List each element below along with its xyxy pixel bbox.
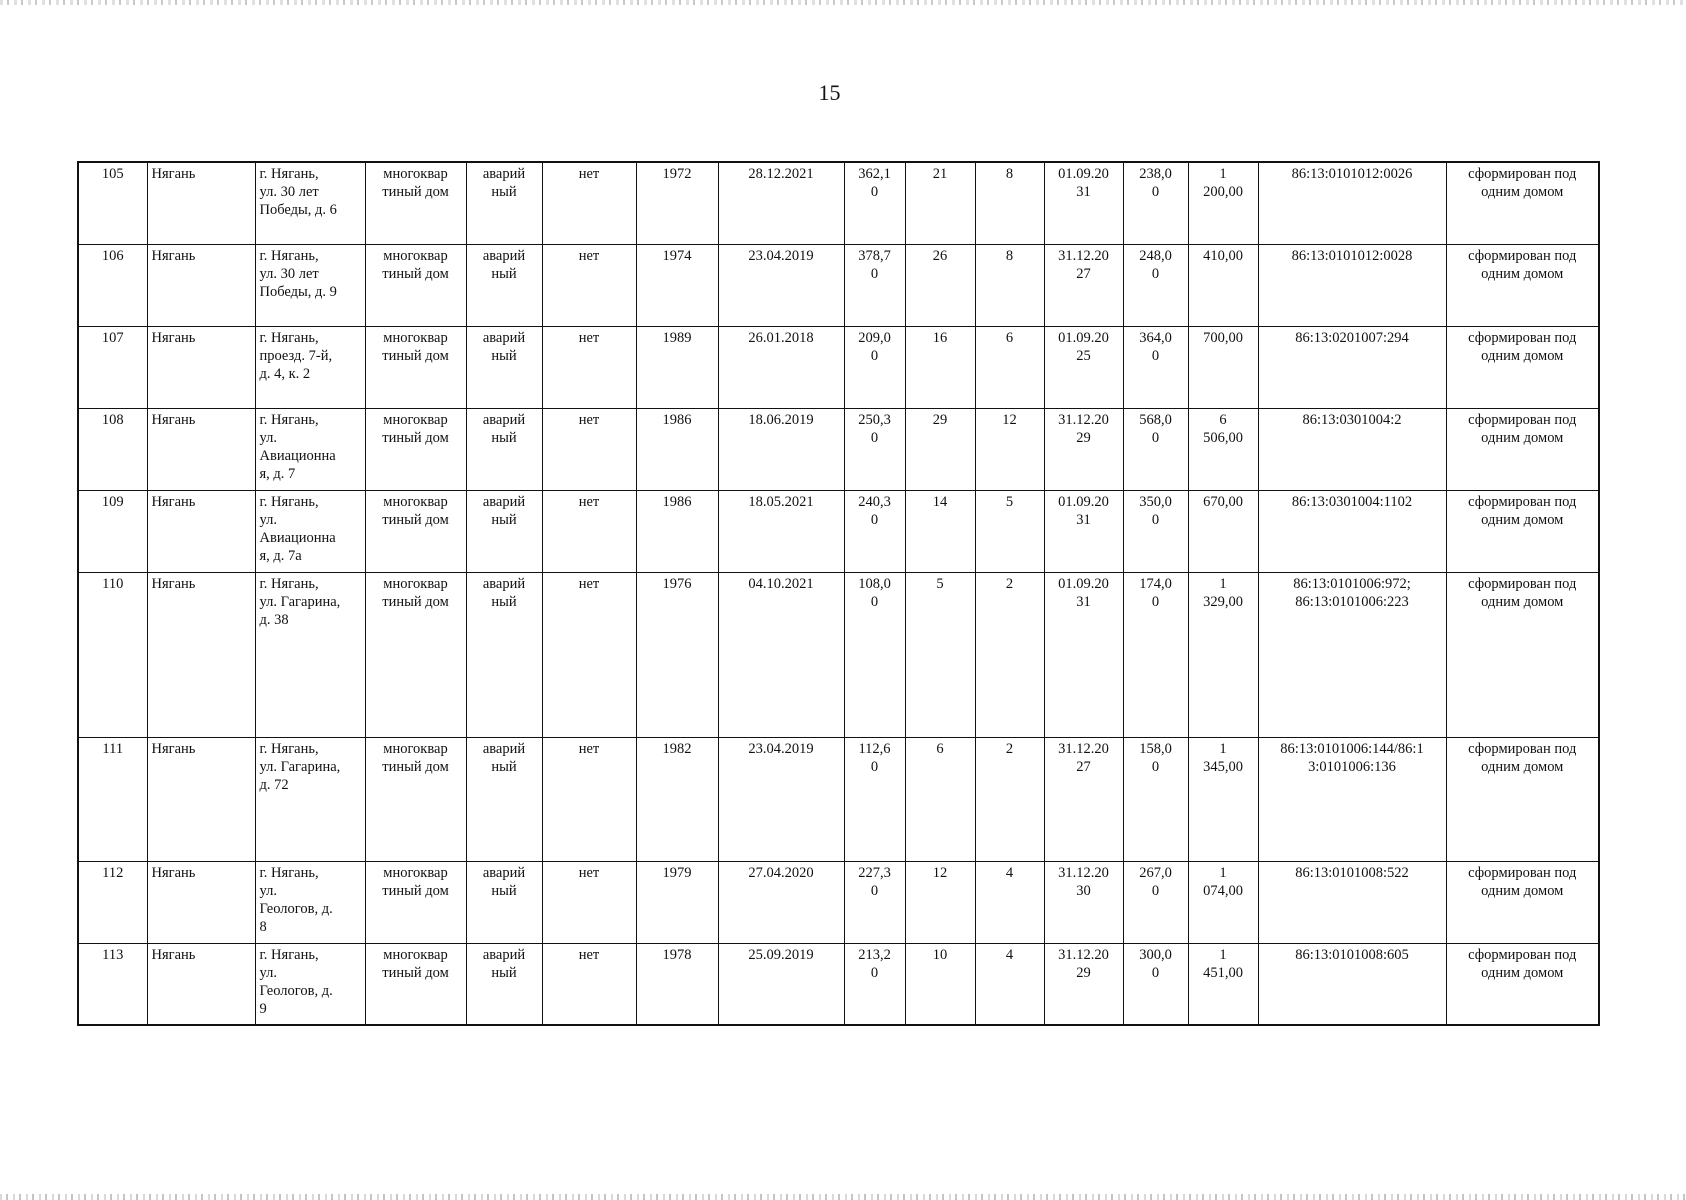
area2-cell: 248,0 0 (1123, 244, 1188, 326)
land-area-cell: 1 200,00 (1188, 162, 1258, 244)
residents-cell: 10 (905, 943, 975, 1025)
year-cell: 1972 (636, 162, 718, 244)
year-cell: 1978 (636, 943, 718, 1025)
city-cell: Нягань (147, 244, 255, 326)
area-cell: 213,2 0 (844, 943, 905, 1025)
table-row (78, 162, 1599, 244)
area2-cell: 238,0 0 (1123, 162, 1188, 244)
area-cell: 240,3 0 (844, 490, 905, 572)
year-cell: 1986 (636, 490, 718, 572)
building-type-cell: многоквар тиный дом (365, 861, 466, 943)
residents-cell: 21 (905, 162, 975, 244)
table-row (78, 244, 1599, 326)
city-cell: Нягань (147, 408, 255, 490)
apartments-cell: 4 (975, 943, 1044, 1025)
flag-cell: нет (542, 861, 636, 943)
city-cell: Нягань (147, 943, 255, 1025)
year-cell: 1976 (636, 572, 718, 737)
deadline-cell: 01.09.20 25 (1044, 326, 1123, 408)
land-area-cell: 670,00 (1188, 490, 1258, 572)
decision-date-cell: 23.04.2019 (718, 244, 844, 326)
city-cell: Нягань (147, 490, 255, 572)
decision-date-cell: 04.10.2021 (718, 572, 844, 737)
table-row (78, 943, 1599, 1025)
address-cell: г. Нягань, ул. Геологов, д. 9 (255, 943, 365, 1025)
note-cell: сформирован под одним домом (1446, 943, 1599, 1025)
table-row (78, 572, 1599, 737)
year-cell: 1982 (636, 737, 718, 861)
apartments-cell: 2 (975, 737, 1044, 861)
residents-cell: 12 (905, 861, 975, 943)
deadline-cell: 01.09.20 31 (1044, 162, 1123, 244)
apartments-cell: 2 (975, 572, 1044, 737)
apartments-cell: 6 (975, 326, 1044, 408)
area2-cell: 158,0 0 (1123, 737, 1188, 861)
page-number: 15 (818, 80, 841, 105)
flag-cell: нет (542, 572, 636, 737)
land-area-cell: 1 074,00 (1188, 861, 1258, 943)
table-row (78, 861, 1599, 943)
cadastral-number-cell: 86:13:0101006:144/86:1 3:0101006:136 (1258, 737, 1446, 861)
year-cell: 1989 (636, 326, 718, 408)
city-cell: Нягань (147, 861, 255, 943)
land-area-cell: 1 329,00 (1188, 572, 1258, 737)
city-cell: Нягань (147, 572, 255, 737)
residents-cell: 29 (905, 408, 975, 490)
year-cell: 1974 (636, 244, 718, 326)
decision-date-cell: 23.04.2019 (718, 737, 844, 861)
residents-cell: 16 (905, 326, 975, 408)
decision-date-cell: 27.04.2020 (718, 861, 844, 943)
apartments-cell: 8 (975, 162, 1044, 244)
condition-cell: аварий ный (466, 326, 542, 408)
area2-cell: 568,0 0 (1123, 408, 1188, 490)
condition-cell: аварий ный (466, 572, 542, 737)
note-cell: сформирован под одним домом (1446, 162, 1599, 244)
row-number: 113 (78, 943, 147, 1025)
note-cell: сформирован под одним домом (1446, 490, 1599, 572)
area2-cell: 267,0 0 (1123, 861, 1188, 943)
note-cell: сформирован под одним домом (1446, 861, 1599, 943)
scan-edge-top (0, 0, 1686, 5)
table-row (78, 737, 1599, 861)
building-type-cell: многоквар тиный дом (365, 326, 466, 408)
cadastral-number-cell: 86:13:0201007:294 (1258, 326, 1446, 408)
land-area-cell: 6 506,00 (1188, 408, 1258, 490)
flag-cell: нет (542, 737, 636, 861)
year-cell: 1986 (636, 408, 718, 490)
row-number: 106 (78, 244, 147, 326)
cadastral-number-cell: 86:13:0301004:2 (1258, 408, 1446, 490)
condition-cell: аварий ный (466, 244, 542, 326)
note-cell: сформирован под одним домом (1446, 737, 1599, 861)
note-cell: сформирован под одним домом (1446, 244, 1599, 326)
deadline-cell: 01.09.20 31 (1044, 490, 1123, 572)
table-row (78, 408, 1599, 490)
building-type-cell: многоквар тиный дом (365, 943, 466, 1025)
area-cell: 112,6 0 (844, 737, 905, 861)
condition-cell: аварий ный (466, 737, 542, 861)
decision-date-cell: 18.06.2019 (718, 408, 844, 490)
area2-cell: 350,0 0 (1123, 490, 1188, 572)
area-cell: 362,1 0 (844, 162, 905, 244)
address-cell: г. Нягань, ул. Авиационна я, д. 7а (255, 490, 365, 572)
row-number: 111 (78, 737, 147, 861)
row-number: 112 (78, 861, 147, 943)
apartments-cell: 8 (975, 244, 1044, 326)
decision-date-cell: 18.05.2021 (718, 490, 844, 572)
row-number: 110 (78, 572, 147, 737)
row-number: 107 (78, 326, 147, 408)
city-cell: Нягань (147, 162, 255, 244)
building-type-cell: многоквар тиный дом (365, 572, 466, 737)
table-row (78, 490, 1599, 572)
area-cell: 209,0 0 (844, 326, 905, 408)
decision-date-cell: 26.01.2018 (718, 326, 844, 408)
address-cell: г. Нягань, ул. Гагарина, д. 38 (255, 572, 365, 737)
building-type-cell: многоквар тиный дом (365, 408, 466, 490)
note-cell: сформирован под одним домом (1446, 572, 1599, 737)
condition-cell: аварий ный (466, 162, 542, 244)
decision-date-cell: 25.09.2019 (718, 943, 844, 1025)
table-body (78, 162, 1599, 1025)
address-cell: г. Нягань, ул. 30 лет Победы, д. 6 (255, 162, 365, 244)
condition-cell: аварий ный (466, 861, 542, 943)
row-number: 105 (78, 162, 147, 244)
area-cell: 108,0 0 (844, 572, 905, 737)
housing-registry-table (77, 161, 1600, 1026)
land-area-cell: 1 345,00 (1188, 737, 1258, 861)
area-cell: 378,7 0 (844, 244, 905, 326)
cadastral-number-cell: 86:13:0101006:972; 86:13:0101006:223 (1258, 572, 1446, 737)
deadline-cell: 31.12.20 29 (1044, 943, 1123, 1025)
table-row (78, 326, 1599, 408)
row-number: 109 (78, 490, 147, 572)
condition-cell: аварий ный (466, 943, 542, 1025)
land-area-cell: 700,00 (1188, 326, 1258, 408)
flag-cell: нет (542, 490, 636, 572)
city-cell: Нягань (147, 737, 255, 861)
area2-cell: 174,0 0 (1123, 572, 1188, 737)
cadastral-number-cell: 86:13:0301004:1102 (1258, 490, 1446, 572)
building-type-cell: многоквар тиный дом (365, 490, 466, 572)
deadline-cell: 31.12.20 27 (1044, 737, 1123, 861)
scan-edge-bottom (0, 1194, 1686, 1200)
cadastral-number-cell: 86:13:0101012:0026 (1258, 162, 1446, 244)
city-cell: Нягань (147, 326, 255, 408)
decision-date-cell: 28.12.2021 (718, 162, 844, 244)
flag-cell: нет (542, 408, 636, 490)
area2-cell: 300,0 0 (1123, 943, 1188, 1025)
flag-cell: нет (542, 162, 636, 244)
cadastral-number-cell: 86:13:0101012:0028 (1258, 244, 1446, 326)
note-cell: сформирован под одним домом (1446, 408, 1599, 490)
apartments-cell: 5 (975, 490, 1044, 572)
address-cell: г. Нягань, ул. Геологов, д. 8 (255, 861, 365, 943)
row-number: 108 (78, 408, 147, 490)
deadline-cell: 01.09.20 31 (1044, 572, 1123, 737)
area-cell: 227,3 0 (844, 861, 905, 943)
address-cell: г. Нягань, ул. 30 лет Победы, д. 9 (255, 244, 365, 326)
condition-cell: аварий ный (466, 408, 542, 490)
flag-cell: нет (542, 244, 636, 326)
address-cell: г. Нягань, ул. Гагарина, д. 72 (255, 737, 365, 861)
residents-cell: 6 (905, 737, 975, 861)
building-type-cell: многоквар тиный дом (365, 737, 466, 861)
area-cell: 250,3 0 (844, 408, 905, 490)
condition-cell: аварий ный (466, 490, 542, 572)
land-area-cell: 1 451,00 (1188, 943, 1258, 1025)
note-cell: сформирован под одним домом (1446, 326, 1599, 408)
deadline-cell: 31.12.20 29 (1044, 408, 1123, 490)
deadline-cell: 31.12.20 30 (1044, 861, 1123, 943)
deadline-cell: 31.12.20 27 (1044, 244, 1123, 326)
cadastral-number-cell: 86:13:0101008:605 (1258, 943, 1446, 1025)
apartments-cell: 12 (975, 408, 1044, 490)
flag-cell: нет (542, 943, 636, 1025)
land-area-cell: 410,00 (1188, 244, 1258, 326)
address-cell: г. Нягань, проезд. 7-й, д. 4, к. 2 (255, 326, 365, 408)
address-cell: г. Нягань, ул. Авиационна я, д. 7 (255, 408, 365, 490)
building-type-cell: многоквар тиный дом (365, 162, 466, 244)
residents-cell: 5 (905, 572, 975, 737)
residents-cell: 14 (905, 490, 975, 572)
flag-cell: нет (542, 326, 636, 408)
cadastral-number-cell: 86:13:0101008:522 (1258, 861, 1446, 943)
residents-cell: 26 (905, 244, 975, 326)
building-type-cell: многоквар тиный дом (365, 244, 466, 326)
year-cell: 1979 (636, 861, 718, 943)
area2-cell: 364,0 0 (1123, 326, 1188, 408)
apartments-cell: 4 (975, 861, 1044, 943)
